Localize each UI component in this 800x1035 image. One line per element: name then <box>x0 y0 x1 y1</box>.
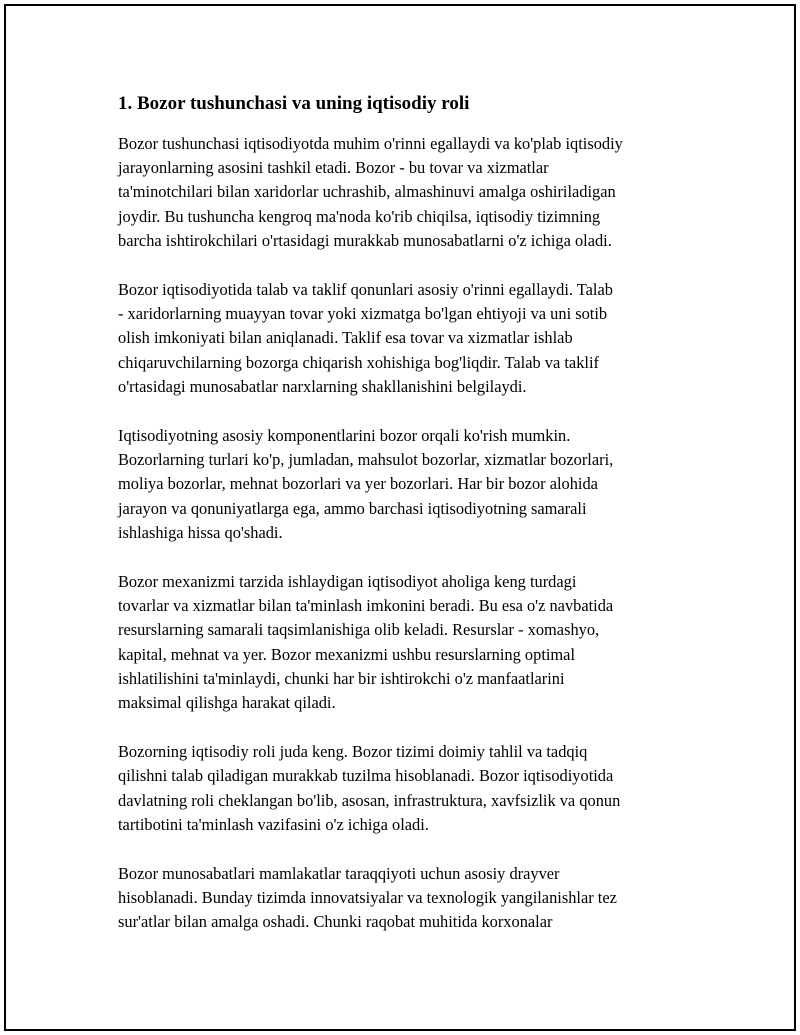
paragraph-line: Bozor iqtisodiyotida talab va taklif qonunlari asosiy o'rinni egallaydi. Talab <box>118 280 613 300</box>
paragraph-line: moliya bozorlar, mehnat bozorlari va yer bozorlari. Har bir bozor alohida <box>118 474 598 494</box>
paragraph-line: Bozorning iqtisodiy roli juda keng. Bozor tizimi doimiy tahlil va tadqiq <box>118 742 588 762</box>
paragraph-line: jarayonlarning asosini tashkil etadi. Bozor - bu tovar va xizmatlar <box>118 158 549 178</box>
paragraph-line: kapital, mehnat va yer. Bozor mexanizmi ushbu resurslarning optimal <box>118 644 576 664</box>
paragraph-line: sur'atlar bilan amalga oshadi. Chunki raqobat muhitida korxonalar <box>118 912 553 932</box>
paragraph-line: tovarlar va xizmatlar bilan ta'minlash imkonini beradi. Bu esa o'z navbatida <box>118 596 614 616</box>
paragraph-line: o'rtasidagi munosabatlar narxlarning shakllanishini belgilaydi. <box>118 376 527 396</box>
paragraph-5 <box>118 740 688 837</box>
paragraph-line: resurslarning samarali taqsimlanishiga olib keladi. Resurslar - xomashyo, <box>118 620 600 640</box>
paragraph-line: Iqtisodiyotning asosiy komponentlarini bozor orqali ko'rish mumkin. <box>118 426 571 446</box>
paragraph-line: olish imkoniyati bilan aniqlanadi. Taklif esa tovar va xizmatlar ishlab <box>118 328 573 348</box>
paragraph-line: hisoblanadi. Bunday tizimda innovatsiyalar va texnologik yangilanishlar tez <box>118 888 617 908</box>
paragraph-line: ta'minotchilari bilan xaridorlar uchrashib, almashinuvi amalga oshiriladigan <box>118 182 616 202</box>
paragraph-line: Bozor tushunchasi iqtisodiyotda muhim o'rinni egallaydi va ko'plab iqtisodiy <box>118 134 623 153</box>
paragraph-line: - xaridorlarning muayyan tovar yoki xizmatga bo'lgan ehtiyoji va uni sotib <box>118 304 608 324</box>
paragraph-2 <box>118 278 688 399</box>
paragraph-6 <box>118 862 688 935</box>
paragraph-line: qilishni talab qiladigan murakkab tuzilma hisoblanadi. Bozor iqtisodiyotida <box>118 766 614 786</box>
paragraph-line: ishlatilishini ta'minlaydi, chunki har bir ishtirokchi o'z manfaatlarini <box>118 668 565 688</box>
paragraph-line: tartibotini ta'minlash vazifasini o'z ichiga oladi. <box>118 814 429 834</box>
paragraph-line: barcha ishtirokchilari o'rtasidagi murakkab munosabatlarni o'z ichiga oladi. <box>118 230 612 250</box>
paragraph-1 <box>118 132 688 253</box>
section-heading: 1. Bozor tushunchasi va uning iqtisodiy roli <box>118 93 470 114</box>
paragraph-line: joydir. Bu tushuncha kengroq ma'noda ko'rib chiqilsa, iqtisodiy tizimning <box>118 206 601 226</box>
paragraph-line: maksimal qilishga harakat qiladi. <box>118 693 336 713</box>
paragraph-3 <box>118 424 688 545</box>
paragraph-line: ishlashiga hissa qo'shadi. <box>118 522 283 542</box>
paragraph-line: Bozorlarning turlari ko'p, jumladan, mahsulot bozorlar, xizmatlar bozorlari, <box>118 450 614 470</box>
paragraph-line: Bozor munosabatlari mamlakatlar taraqqiyoti uchun asosiy drayver <box>118 864 560 884</box>
paragraph-line: jarayon va qonuniyatlarga ega, ammo barchasi iqtisodiyotning samarali <box>118 498 587 518</box>
document-body <box>118 92 688 960</box>
paragraph-line: Bozor mexanizmi tarzida ishlaydigan iqtisodiyot aholiga keng turdagi <box>118 572 577 592</box>
paragraph-4 <box>118 570 688 715</box>
paragraph-line: davlatning roli cheklangan bo'lib, asosan, infrastruktura, xavfsizlik va qonun <box>118 790 621 810</box>
paragraph-line: chiqaruvchilarning bozorga chiqarish xohishiga bog'liqdir. Talab va taklif <box>118 352 599 372</box>
